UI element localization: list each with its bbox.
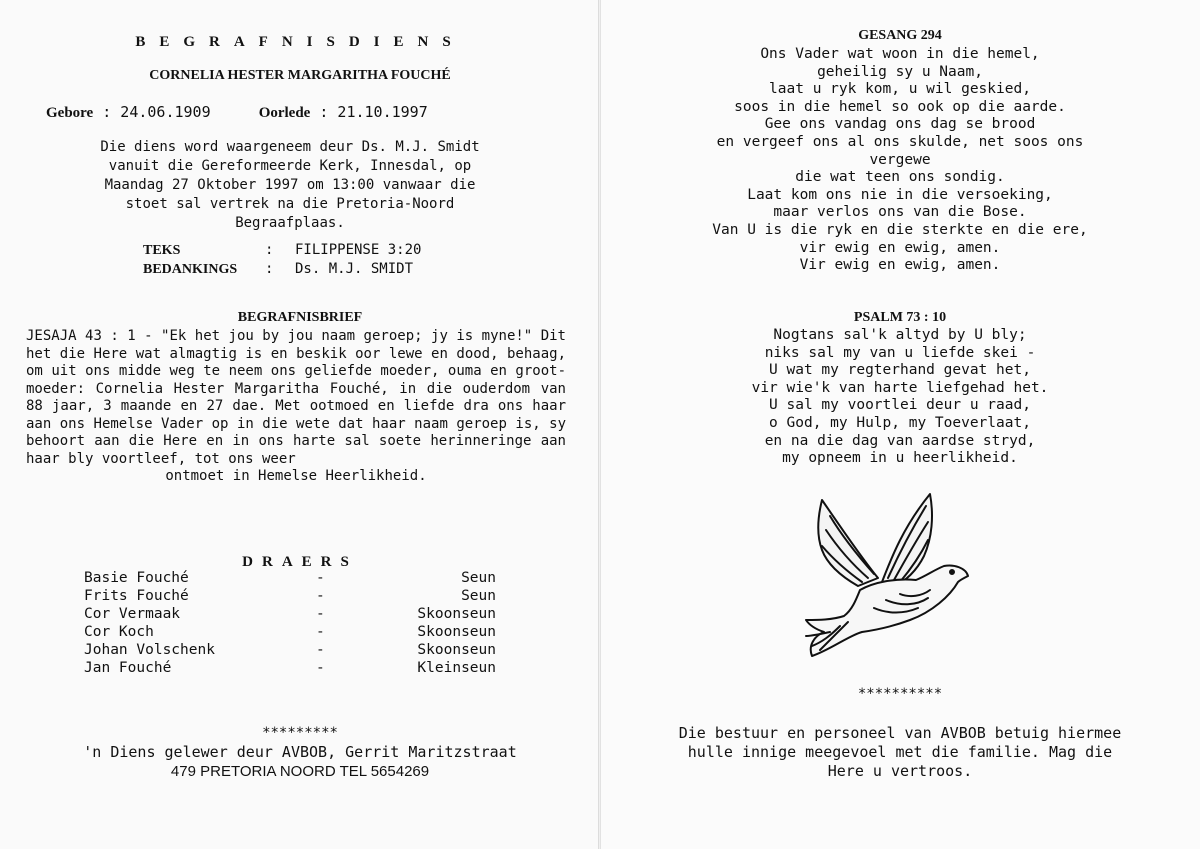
- born-date: : 24.06.1909: [102, 103, 211, 121]
- psalm-line: my opneem in u heerlikheid.: [782, 450, 1018, 467]
- psalm-line: Nogtans sal'k altyd by U bly;: [773, 327, 1027, 343]
- bearers-heading: DRAERS: [242, 554, 358, 570]
- died-date: : 21.10.1997: [319, 103, 428, 121]
- funeral-letter: [26, 328, 566, 486]
- bearer-relation: Kleinseun: [417, 660, 496, 676]
- bearer-dash: -: [316, 624, 325, 640]
- bearer-dash: -: [316, 588, 325, 604]
- dove-illustration: [800, 486, 975, 666]
- psalm-line: niks sal my van u liefde skei -: [764, 344, 1036, 361]
- brief-line: behoort aan die Here en in ons harte sal soete: [26, 433, 422, 449]
- condolence-line: Here u vertroos.: [827, 762, 973, 780]
- brief-line: herinneringe aan haar bly voortleef, tot ons weer: [26, 433, 566, 467]
- footer-line: 'n Diens gelewer deur AVBOB, Gerrit Maritzstraat: [83, 743, 517, 761]
- hymn-line: geheilig sy u Naam,: [817, 63, 983, 80]
- brief-heading: BEGRAFNISBRIEF: [237, 310, 363, 325]
- hymn-line: Ons Vader wat woon in die hemel,: [760, 46, 1040, 62]
- hymn-line: Laat kom ons nie in die versoeking,: [747, 186, 1053, 203]
- footer-line: 479 PRETORIA NOORD TEL 5654269: [170, 763, 430, 780]
- bearer-dash: -: [316, 642, 325, 658]
- condolence-line: hulle innige meegevoel met die familie. Mag die: [687, 743, 1113, 761]
- thanks-value: Ds. M.J. SMIDT: [295, 261, 414, 277]
- text-label: TEKS: [143, 243, 181, 258]
- bearer-dash: -: [316, 660, 325, 676]
- bearer-row: [84, 660, 496, 678]
- thanks-row: [143, 261, 413, 278]
- hymn-line: vergewe: [869, 151, 931, 168]
- psalm-line: vir wie'k van harte liefgehad het.: [751, 379, 1049, 396]
- bearer-relation: Seun: [461, 588, 496, 604]
- hymn-line: Vir ewig en ewig, amen.: [799, 257, 1001, 274]
- psalm-line: en na die dag van aardse stryd,: [764, 432, 1036, 449]
- service-details: [0, 138, 580, 233]
- bearer-row: [84, 624, 496, 642]
- born-label: Gebore: [46, 105, 94, 121]
- brief-line: weg te neem ons geliefde moeder, ouma en groot-: [169, 363, 566, 379]
- psalm-heading: PSALM 73 : 10: [853, 310, 947, 325]
- brief-line: moeder: Cornelia Hester Margaritha Fouché, in die: [26, 380, 453, 397]
- condolence-message: [600, 724, 1200, 781]
- bearer-name: Johan Volschenk: [84, 642, 215, 658]
- avbob-footer: [0, 742, 600, 782]
- hymn-line: Van U is die ryk en die sterkte en die ere,: [712, 221, 1088, 238]
- brief-line: is myne!" Dit het die Here wat almagtig is en: [26, 328, 566, 362]
- hymn-line: laat u ryk kom, u wil geskied,: [769, 81, 1031, 98]
- divider-stars: **********: [857, 686, 943, 702]
- service-line: vanuit die Gereformeerde Kerk, Innesdal, op: [108, 158, 472, 174]
- bearer-row: [84, 570, 496, 588]
- brief-line: ootmoed en liefde dra ons haar aan ons Hemelse: [26, 398, 566, 432]
- divider-stars: *********: [262, 725, 338, 741]
- thanks-label: BEDANKINGS: [143, 262, 238, 277]
- died-label: Oorlede: [258, 105, 311, 121]
- bearer-row: [84, 606, 496, 624]
- brief-line: Vader op in die wete dat haar naam geroep is, sy: [161, 415, 566, 432]
- psalm-text: [600, 327, 1200, 468]
- service-line: stoet sal vertrek na die Pretoria-Noord: [125, 196, 455, 212]
- hymn-text: [600, 46, 1200, 275]
- psalm-line: o God, my Hulp, my Toeverlaat,: [769, 414, 1031, 431]
- page-title: BEGRAFNISDIENS: [135, 34, 465, 50]
- service-line: Die diens word waargeneem deur Ds. M.J. Smidt: [100, 139, 480, 155]
- deceased-name: CORNELIA HESTER MARGARITHA FOUCHÉ: [149, 68, 451, 83]
- condolence-line: Die bestuur en personeel van AVBOB betuig hiermee: [678, 724, 1122, 742]
- bearer-relation: Skoonseun: [417, 642, 496, 658]
- psalm-line: U sal my voortlei deur u raad,: [769, 397, 1031, 414]
- hymn-line: maar verlos ons van die Bose.: [773, 204, 1027, 221]
- bearer-name: Jan Fouché: [84, 660, 172, 676]
- hymn-line: soos in die hemel so ook op die aarde.: [734, 98, 1066, 115]
- bearer-row: [84, 588, 496, 606]
- psalm-line: U wat my regterhand gevat het,: [769, 362, 1031, 379]
- bearer-relation: Skoonseun: [417, 606, 496, 622]
- bearer-name: Cor Vermaak: [84, 606, 181, 622]
- hymn-heading: GESANG 294: [858, 28, 942, 43]
- bearer-relation: Skoonseun: [417, 624, 496, 640]
- text-row: [143, 242, 421, 259]
- brief-line: ontmoet in Hemelse Heerlikheid.: [165, 468, 427, 484]
- hymn-line: en vergeef ons al ons skulde, net soos ons: [716, 133, 1084, 150]
- text-value: FILIPPENSE 3:20: [295, 242, 422, 258]
- brief-line: beskik oor lewe en dood, behaag, om uit ons midde: [26, 345, 567, 379]
- bearer-dash: -: [316, 606, 325, 622]
- dates-row: [46, 103, 428, 122]
- text-separator: :: [265, 242, 274, 258]
- service-line: Maandag 27 Oktober 1997 om 13:00 vanwaar die: [104, 177, 476, 193]
- bearer-name: Frits Fouché: [84, 588, 189, 604]
- hymn-line: vir ewig en ewig, amen.: [799, 239, 1001, 256]
- thanks-separator: :: [265, 261, 274, 277]
- hymn-line: Gee ons vandag ons dag se brood: [764, 116, 1036, 133]
- brief-line: ouderdom van 88 jaar, 3 maande en 27 dae. Met: [26, 380, 566, 414]
- brief-line: JESAJA 43 : 1 - "Ek het jou by jou naam geroep; jy: [26, 328, 448, 344]
- bearer-name: Basie Fouché: [84, 570, 189, 586]
- bearer-name: Cor Koch: [84, 624, 154, 640]
- service-line: Begraafplaas.: [235, 215, 345, 231]
- hymn-line: die wat teen ons sondig.: [795, 169, 1005, 186]
- bearer-dash: -: [316, 570, 325, 586]
- bearer-relation: Seun: [461, 570, 496, 586]
- bearer-row: [84, 642, 496, 660]
